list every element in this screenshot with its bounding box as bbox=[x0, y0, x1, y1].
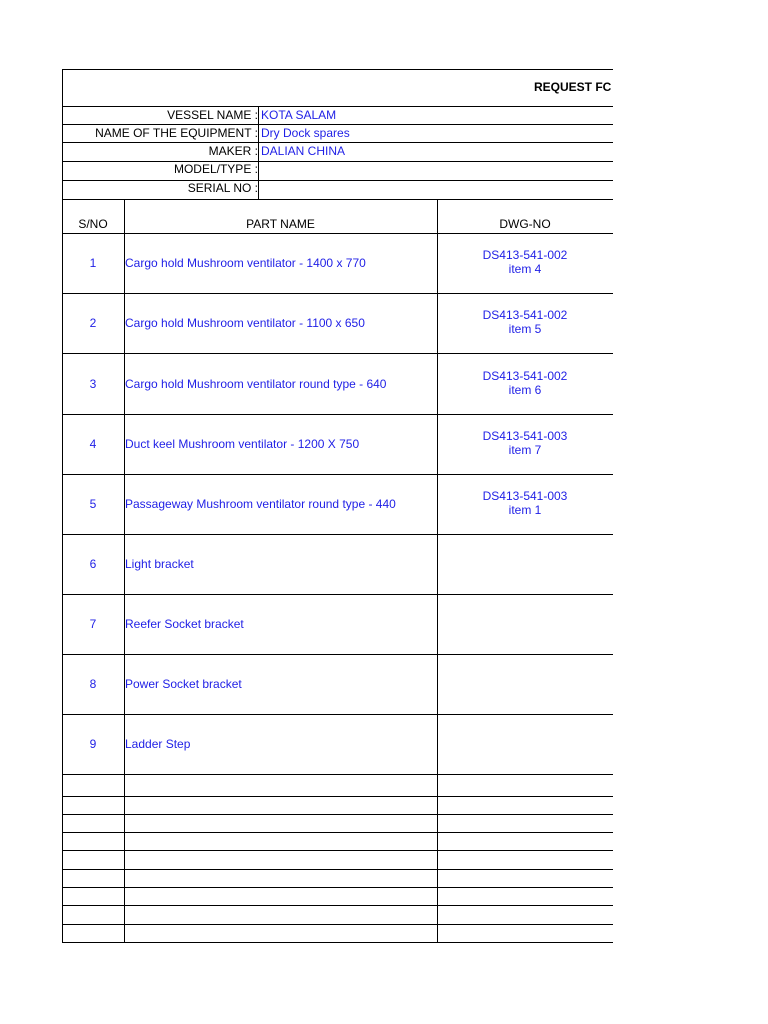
table-rule-15 bbox=[62, 869, 613, 870]
table-rule-6 bbox=[62, 534, 613, 535]
row-dwg-number[interactable]: DS413-541-002 bbox=[482, 368, 568, 383]
row-sno: 7 bbox=[89, 617, 97, 631]
row-part-name[interactable]: Light bracket bbox=[125, 557, 194, 571]
row-dwg-item[interactable]: item 1 bbox=[508, 503, 542, 517]
vessel-name-label: VESSEL NAME : bbox=[167, 108, 258, 122]
row-part-name[interactable]: Cargo hold Mushroom ventilator - 1100 x 650 bbox=[125, 316, 365, 330]
row-part-name[interactable]: Cargo hold Mushroom ventilator - 1400 x 770 bbox=[125, 256, 366, 270]
column-header-sno: S/NO bbox=[78, 217, 108, 231]
row-dwg-item[interactable]: item 5 bbox=[508, 322, 542, 336]
column-header-part-name: PART NAME bbox=[246, 217, 315, 231]
row-part-name[interactable]: Power Socket bracket bbox=[125, 677, 242, 691]
model-type-label: MODEL/TYPE : bbox=[173, 162, 258, 176]
vessel-name-value[interactable]: KOTA SALAM bbox=[261, 108, 337, 122]
table-column-divider-sno bbox=[124, 199, 125, 943]
table-rule-3 bbox=[62, 353, 613, 354]
table-rule-2 bbox=[62, 293, 613, 294]
row-dwg-number[interactable]: DS413-541-002 bbox=[482, 308, 568, 322]
table-rule-13 bbox=[62, 832, 613, 833]
row-sno: 1 bbox=[89, 256, 97, 270]
table-rule-8 bbox=[62, 654, 613, 655]
table-rule-11 bbox=[62, 796, 613, 797]
row-dwg-number[interactable]: DS413-541-003 bbox=[482, 489, 568, 503]
table-rule-16 bbox=[62, 887, 613, 888]
column-header-dwg-no: DWG-NO bbox=[499, 217, 551, 231]
table-rule-10 bbox=[62, 774, 613, 775]
serial-no-label: SERIAL NO : bbox=[187, 181, 258, 195]
row-part-name[interactable]: Reefer Socket bracket bbox=[125, 617, 244, 631]
header-rule-3 bbox=[62, 161, 613, 162]
table-rule-4 bbox=[62, 414, 613, 415]
sheet-border-top bbox=[62, 69, 613, 70]
equipment-name-value[interactable]: Dry Dock spares bbox=[261, 126, 350, 140]
table-rule-14 bbox=[62, 850, 613, 851]
table-rule-17 bbox=[62, 905, 613, 906]
request-form-sheet bbox=[62, 69, 613, 943]
row-dwg-number[interactable]: DS413-541-003 bbox=[482, 429, 568, 443]
table-rule-18 bbox=[62, 924, 613, 925]
header-rule-4 bbox=[62, 180, 613, 181]
table-rule-0 bbox=[62, 199, 613, 200]
maker-label: MAKER : bbox=[208, 144, 258, 158]
equipment-name-label: NAME OF THE EQUIPMENT : bbox=[95, 126, 258, 140]
table-rule-12 bbox=[62, 814, 613, 815]
row-dwg-item[interactable]: item 7 bbox=[508, 443, 542, 457]
header-rule-1 bbox=[62, 124, 613, 125]
header-label-divider bbox=[258, 106, 259, 199]
row-dwg-number[interactable]: DS413-541-002 bbox=[482, 248, 568, 262]
row-sno: 3 bbox=[89, 376, 97, 391]
row-sno: 5 bbox=[89, 497, 97, 511]
row-sno: 6 bbox=[89, 557, 97, 571]
maker-value[interactable]: DALIAN CHINA bbox=[261, 144, 346, 158]
header-rule-2 bbox=[62, 142, 613, 143]
row-dwg-item[interactable]: item 6 bbox=[508, 382, 542, 397]
row-part-name[interactable]: Passageway Mushroom ventilator round type - 440 bbox=[125, 497, 396, 511]
row-sno: 9 bbox=[89, 737, 97, 751]
header-rule-0 bbox=[62, 106, 613, 107]
table-rule-9 bbox=[62, 714, 613, 715]
row-part-name[interactable]: Ladder Step bbox=[125, 737, 191, 751]
table-rule-7 bbox=[62, 594, 613, 595]
row-dwg-item[interactable]: item 4 bbox=[508, 262, 542, 276]
row-part-name[interactable]: Duct keel Mushroom ventilator - 1200 X 750 bbox=[125, 437, 360, 451]
row-part-name[interactable]: Cargo hold Mushroom ventilator round type - 640 bbox=[125, 376, 387, 391]
row-sno: 8 bbox=[89, 677, 97, 691]
table-rule-1 bbox=[62, 233, 613, 234]
table-rule-5 bbox=[62, 474, 613, 475]
form-title: REQUEST FC bbox=[534, 80, 612, 94]
row-sno: 2 bbox=[89, 316, 97, 330]
table-rule-19 bbox=[62, 942, 613, 943]
row-sno: 4 bbox=[89, 437, 97, 451]
